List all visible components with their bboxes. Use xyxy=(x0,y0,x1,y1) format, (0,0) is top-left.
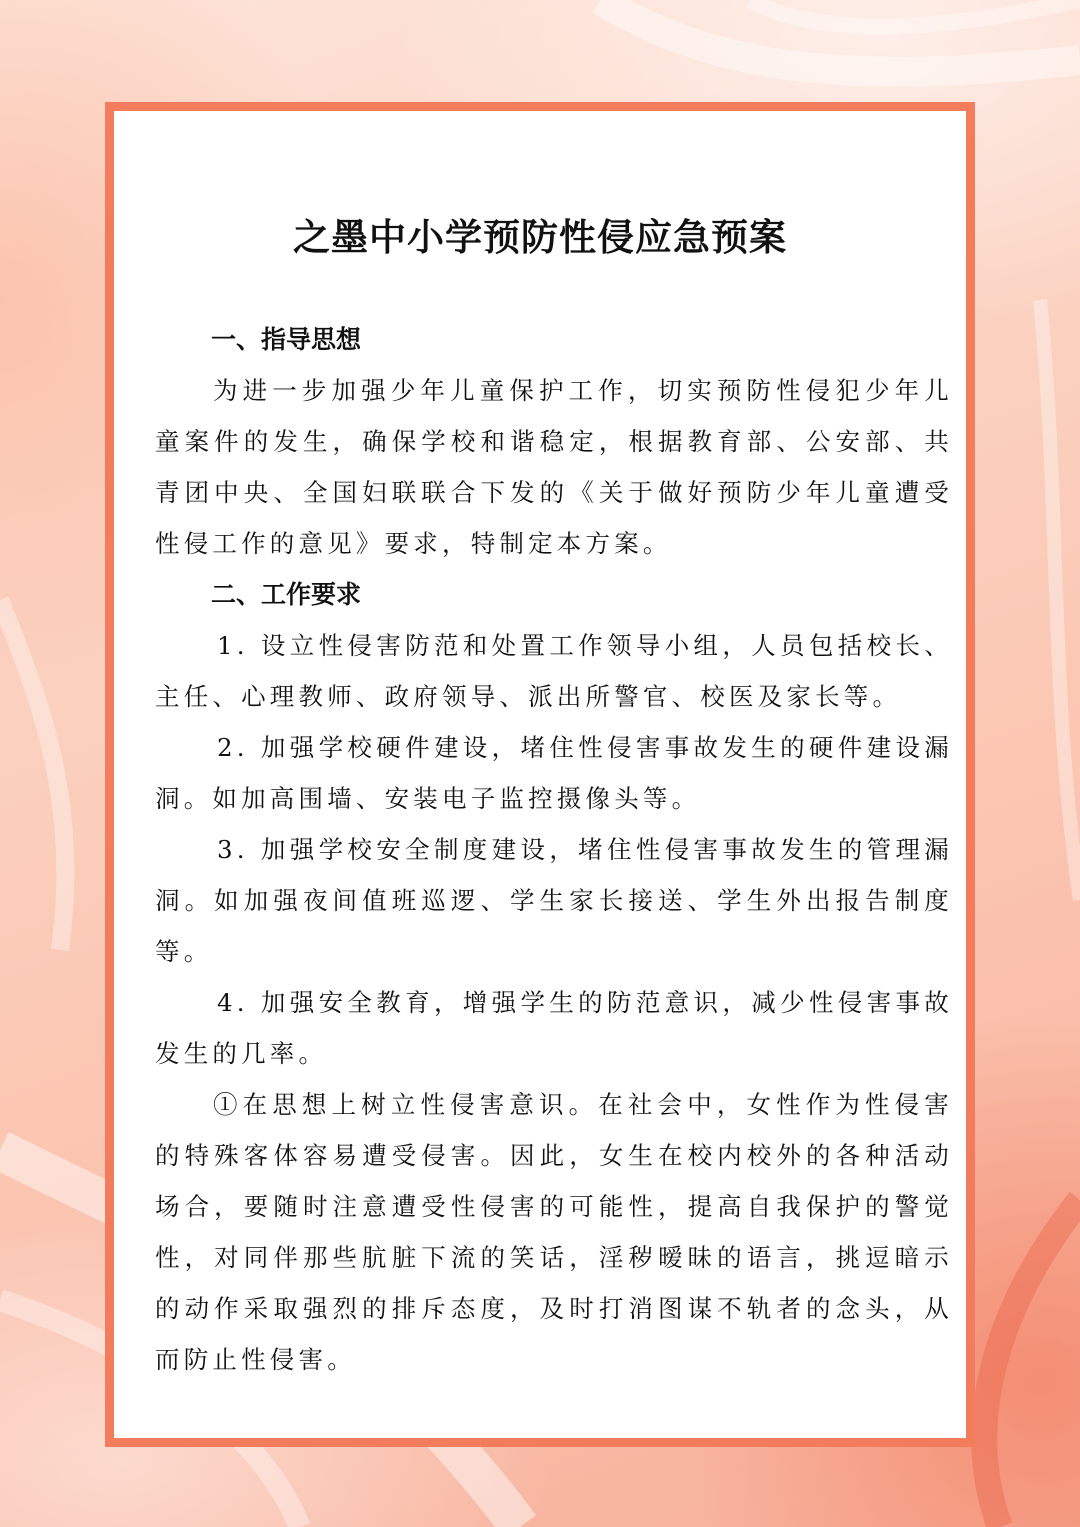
section-heading-work-requirements: 二、工作要求 xyxy=(211,580,362,609)
paragraph: 1. 设立性侵害防范和处置工作领导小组，人员包括校长、主任、心理教师、政府领导、派出所警官、校医及家长等。 xyxy=(155,631,953,711)
paragraph: 3. 加强学校安全制度建设，堵住性侵害事故发生的管理漏洞。如加强夜间值班巡逻、学生家长接送、学生外出报告制度等。 xyxy=(155,835,953,966)
paragraph: 2. 加强学校硬件建设，堵住性侵害事故发生的硬件建设漏洞。如加高围墙、安装电子监控摄像头等。 xyxy=(155,733,953,813)
paragraph: ①在思想上树立性侵害意识。在社会中，女性作为性侵害的特殊客体容易遭受侵害。因此，女生在校内校外的各种活动场合，要随时注意遭受性侵害的可能性，提高自我保护的警觉性，对同伴那些肮脏下流的笑话，淫秽暧昧的语言，挑逗暗示的动作采取强烈的排斥态度，及时打消图谋不轨者的念头，从而防止性侵害。 xyxy=(155,1090,953,1374)
document-title: 之墨中小学预防性侵应急预案 xyxy=(293,215,787,259)
document-page xyxy=(114,111,966,1438)
document-frame xyxy=(105,102,975,1447)
paragraph: 为进一步加强少年儿童保护工作，切实预防性侵犯少年儿童案件的发生，确保学校和谐稳定，根据教育部、公安部、共青团中央、全国妇联联合下发的《关于做好预防少年儿童遭受性侵工作的意见》要求，特制定本方案。 xyxy=(155,376,953,558)
section-heading-guiding-thought: 一、指导思想 xyxy=(211,325,362,354)
paragraph: 4. 加强安全教育，增强学生的防范意识，减少性侵害事故发生的几率。 xyxy=(155,988,953,1068)
document-body xyxy=(155,314,953,1385)
